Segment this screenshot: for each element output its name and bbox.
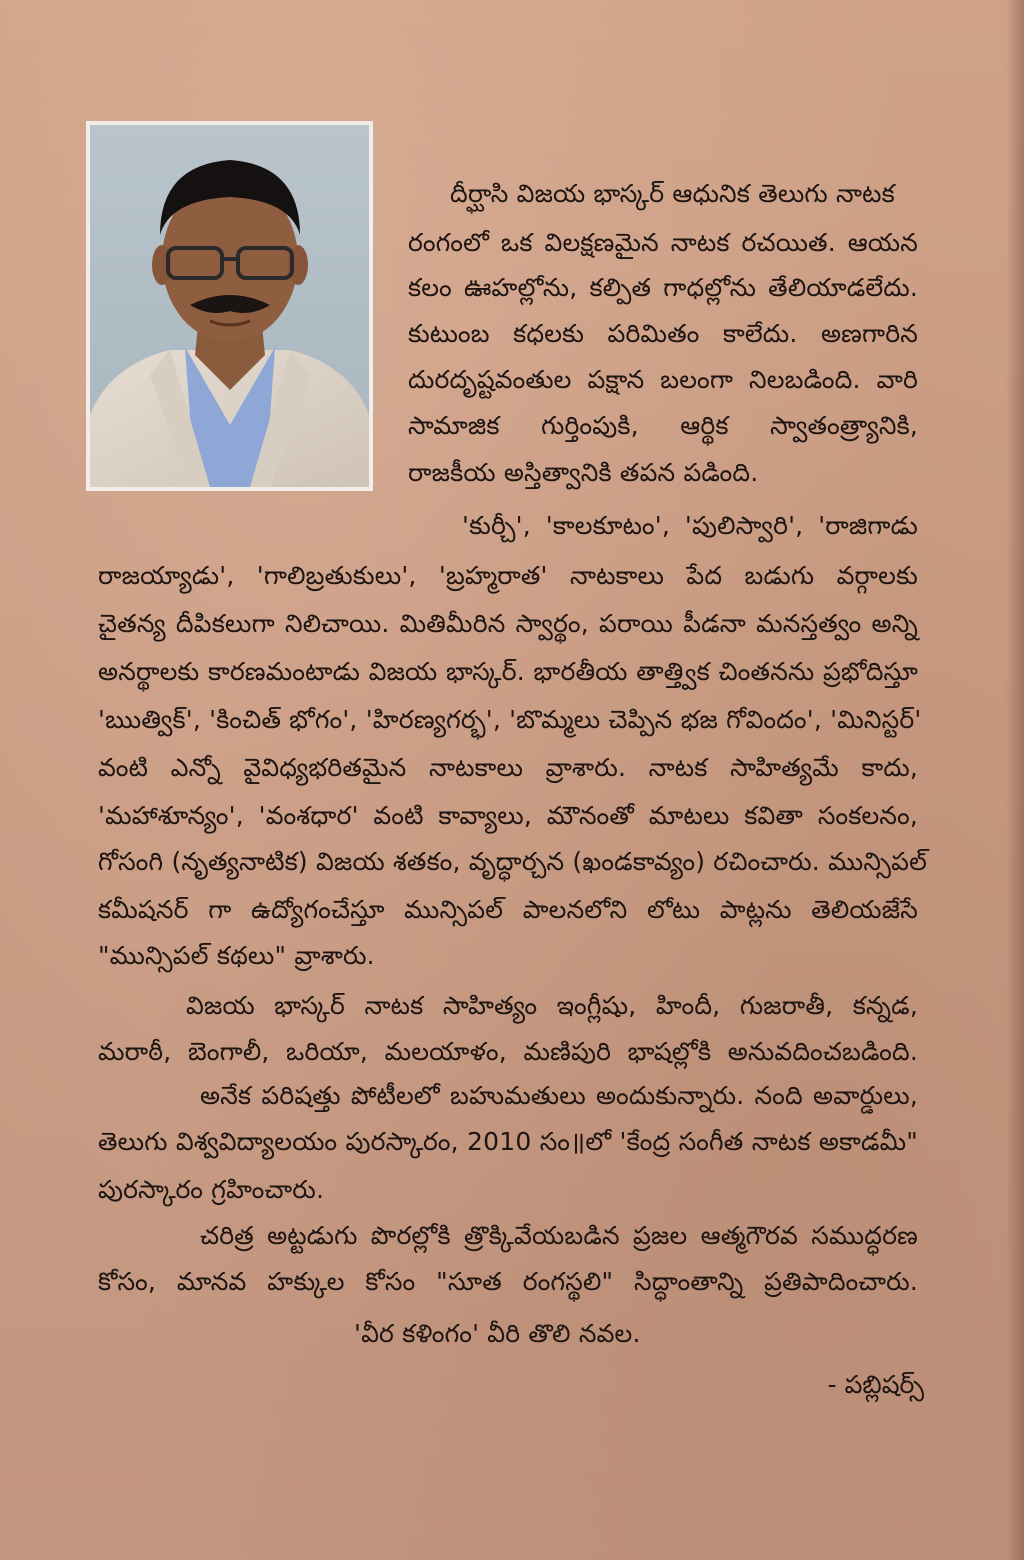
text-line: కోసం, మానవ హక్కుల కోసం "సూత రంగస్థలి" సిద్ధాంతాన్ని ప్రతిపాదించారు.	[98, 1267, 918, 1296]
text-line: అనేక పరిషత్తు పోటీలలో బహుమతులు అందుకున్నారు. నంది అవార్డులు,	[200, 1081, 918, 1110]
text-line: 'మహాశూన్యం', 'వంశధార' వంటి కావ్యాలు, మౌనంతో మాటలు కవితా సంకలనం,	[98, 801, 918, 830]
text-line: 'వీర కళింగం' వీరి తొలి నవల.	[354, 1319, 641, 1348]
author-portrait-illustration	[90, 125, 369, 487]
text-line: 'ఋత్విక్', 'కించిత్ భోగం', 'హిరణ్యగర్భ', 'బొమ్మలు చెప్పిన భజ గోవిందం', 'మినిస్టర్'	[98, 705, 922, 734]
text-line: కుటుంబ కధలకు పరిమితం కాలేదు. అణగారిన	[408, 319, 918, 348]
text-line: తెలుగు విశ్వవిద్యాలయం పురస్కారం, 2010 సం॥లో 'కేంద్ర సంగీత నాటక అకాడమీ"	[98, 1127, 918, 1156]
text-line: రంగంలో ఒక విలక్షణమైన నాటక రచయిత. ఆయన	[408, 228, 918, 257]
text-line: కమీషనర్ గా ఉద్యోగంచేస్తూ మున్సిపల్ పాలనలోని లోటు పాట్లను తెలియజేసే	[98, 895, 918, 924]
spine-shadow	[1006, 0, 1024, 1560]
text-line: కలం ఊహల్లోను, కల్పిత గాధల్లోను తేలియాడలేదు.	[408, 273, 918, 302]
text-line: మరాఠీ, బెంగాలీ, ఒరియా, మలయాళం, మణిపురి భాషల్లోకి అనువదించబడింది.	[98, 1037, 918, 1066]
text-line: దీర్ఘాసి విజయ భాస్కర్ ఆధునిక తెలుగు నాటక	[450, 179, 895, 208]
text-line: "మున్సిపల్ కథలు" వ్రాశారు.	[98, 941, 375, 970]
text-line: రాజయ్యాడు', 'గాలిబ్రతుకులు', 'బ్రహ్మరాత' నాటకాలు పేద బడుగు వర్గాలకు	[98, 561, 918, 590]
text-line: చైతన్య దీపికలుగా నిలిచాయి. మితిమీరిన స్వార్థం, పరాయి పీడనా మనస్తత్వం అన్ని	[98, 609, 918, 638]
text-line: గోసంగి (నృత్యనాటిక) విజయ శతకం, వృద్ధార్చన (ఖండకావ్యం) రచించారు. మున్సిపల్	[98, 847, 928, 876]
text-line: సామాజిక గుర్తింపుకి, ఆర్థిక స్వాతంత్ర్యానికి,	[408, 411, 918, 440]
text-line: దురదృష్టవంతుల పక్షాన బలంగా నిలబడింది. వారి	[408, 365, 918, 394]
text-line: వంటి ఎన్నో వైవిధ్యభరితమైన నాటకాలు వ్రాశారు. నాటక సాహిత్యమే కాదు,	[98, 753, 918, 782]
text-line: అనర్థాలకు కారణమంటాడు విజయ భాస్కర్. భారతీయ తాత్త్విక చింతనను ప్రభోదిస్తూ	[98, 657, 918, 686]
text-line: రాజకీయ అస్తిత్వానికి తపన పడింది.	[408, 458, 759, 487]
text-line: 'కుర్చీ', 'కాలకూటం', 'పులిస్వారి', 'రాజిగాడు	[462, 511, 918, 540]
text-line: విజయ భాస్కర్ నాటక సాహిత్యం ఇంగ్లీషు, హిందీ, గుజరాతీ, కన్నడ,	[186, 991, 918, 1020]
publisher-signature: - పబ్లిషర్స్	[827, 1370, 924, 1399]
author-photo	[86, 121, 373, 491]
text-line: చరిత్ర అట్టడుగు పొరల్లోకి త్రొక్కివేయబడిన ప్రజల ఆత్మగౌరవ సముద్ధరణ	[200, 1221, 918, 1250]
text-line: పురస్కారం గ్రహించారు.	[98, 1175, 325, 1204]
